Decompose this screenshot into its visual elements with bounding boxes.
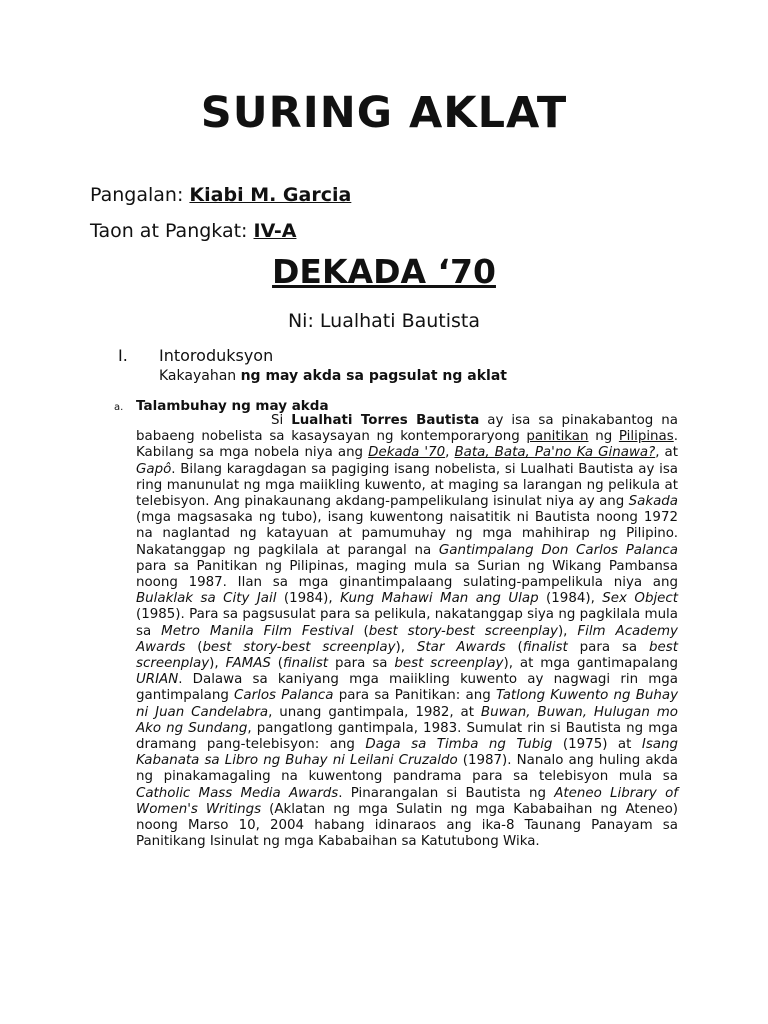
award-title: FAMAS	[225, 656, 271, 672]
name-label: Pangalan:	[90, 184, 190, 206]
biography-paragraph	[136, 413, 678, 850]
bio-text: . Pinarangalan si Bautista ng	[338, 785, 555, 801]
bio-text: (	[353, 623, 369, 639]
institution-title: Ateneo Library of Women's Writings	[136, 785, 678, 817]
section-number: I.	[118, 346, 128, 365]
section-subtitle-plain: Kakayahan	[159, 368, 241, 384]
award-title: URIAN	[136, 672, 179, 688]
bio-text: ),	[395, 639, 417, 655]
year-section-field	[90, 220, 296, 242]
bio-text: , unang gantimpala, 1982, at	[268, 704, 481, 720]
work-title: Buwan, Buwan, Hulugan mo Ako ng Sundang	[136, 704, 678, 736]
work-title: Isang Kabanata sa Libro ng Buhay ni Leilani Cruzaldo	[136, 737, 678, 769]
year-section-label: Taon at Pangkat:	[90, 220, 254, 242]
bio-text: para sa	[567, 639, 650, 655]
link-panitikan[interactable]: panitikan	[526, 429, 589, 445]
bio-text: para sa	[328, 656, 395, 672]
year-section-value: IV-A	[253, 220, 297, 242]
author-fullname: Lualhati Torres Bautista	[291, 413, 480, 428]
bio-text: (Aklatan ng mga Sulatin ng mga Kababaihan ng Ateneo) noong Marso 10, 2004 habang idinaraos ang ika-8 Taunang Panayam sa Panitikang Isinulat ng mga Kababaihan sa Katutubong Wika.	[136, 801, 678, 850]
bio-text: ng	[588, 429, 619, 445]
subsection-letter: a.	[114, 402, 124, 413]
bio-text: (1985). Para sa pagsusulat para sa pelikula, nakatanggap siya ng pagkilala mula sa	[136, 607, 678, 639]
document-title: SURING AKLAT	[200, 88, 568, 138]
bio-text: , at	[655, 445, 679, 461]
bio-text: ,	[445, 445, 455, 461]
award-title: Catholic Mass Media Awards	[136, 785, 339, 801]
bio-text: ), at mga gantimapalang	[503, 656, 678, 672]
work-title: Bulaklak sa City Jail	[136, 591, 277, 607]
bio-text: Si	[271, 413, 292, 428]
award-category: best screenplay	[394, 656, 504, 672]
award-title: Gantimpalang Don Carlos Palanca	[438, 542, 678, 558]
subsection-title: Talambuhay ng may akda	[136, 398, 329, 414]
bio-text: (1975) at	[552, 737, 642, 753]
bio-text: . Dalawa sa kaniyang mga maiikling kuwento ay nagwagi rin mga gantimpalang	[136, 672, 678, 704]
award-category: finalist	[522, 639, 568, 655]
work-title: Kung Mahawi Man ang Ulap	[340, 591, 539, 607]
bio-text: (	[505, 639, 523, 655]
award-title: Carlos Palanca	[234, 688, 334, 704]
bio-text: (	[270, 656, 284, 672]
award-category: best screenplay	[136, 639, 678, 672]
bio-text: (1984),	[276, 591, 341, 607]
bio-text: (	[185, 639, 203, 655]
link-dekada-70[interactable]: Dekada '70	[368, 445, 446, 461]
link-bata-bata[interactable]: Bata, Bata, Pa'no Ka Ginawa?	[454, 445, 656, 461]
award-title: Metro Manila Film Festival	[161, 623, 354, 639]
book-title: DEKADA ‘70	[272, 252, 496, 291]
bio-text: , pangatlong gantimpala, 1983. Sumulat rin si Bautista ng mga dramang pang-telebisyon: ang	[136, 720, 678, 753]
award-title: Star Awards	[416, 639, 506, 655]
bio-text: ),	[557, 623, 578, 639]
bio-text: para sa Panitikan: ang	[333, 688, 496, 704]
work-title: Gapô	[136, 461, 172, 477]
author-line: Ni: Lualhati Bautista	[287, 310, 481, 332]
bio-text: ay isa sa pinakabantog na babaeng nobelista sa kasaysayan ng kontemporaryong	[136, 413, 678, 445]
bio-text: ),	[209, 656, 226, 672]
name-value: Kiabi M. Garcia	[189, 184, 352, 206]
work-title: Sakada	[628, 494, 678, 510]
award-category: best story-best screenplay	[368, 623, 558, 639]
award-category: best story-best screenplay	[202, 639, 396, 655]
section-heading	[118, 346, 273, 365]
section-title: Intoroduksyon	[159, 346, 274, 365]
bio-text: (1987). Nanalo ang huling akda ng pinakamagaling na kuwentong pandrama para sa telebisyon mula sa	[136, 753, 678, 785]
work-title: Daga sa Timba ng Tubig	[365, 737, 553, 753]
name-field	[90, 184, 351, 206]
subsection-heading	[114, 398, 329, 414]
section-subtitle	[159, 368, 507, 384]
award-category: finalist	[283, 656, 329, 672]
bio-text: . Bilang karagdagan sa pagiging isang nobelista, si Lualhati Bautista ay isa ring manunulat ng mga maiikling kuwento, at maging sa larangan ng pelikula at telebisyon. Ang pinakaunang akdang-pampelikulang isinulat niya ay ang	[136, 461, 678, 510]
section-subtitle-bold: ng may akda sa pagsulat ng aklat	[240, 368, 507, 384]
bio-text: para sa Panitikan ng Pilipinas, maging mula sa Surian ng Wikang Pambansa noong 1987. Ilan sa mga ginantimpalaang sulating-pampelikula niya ang	[136, 558, 678, 591]
bio-text: (1984),	[538, 591, 603, 607]
award-title: Film Academy Awards	[136, 623, 678, 655]
link-pilipinas[interactable]: Pilipinas	[618, 429, 674, 445]
bio-text: . Kabilang sa mga nobela niya ang	[136, 429, 678, 461]
bio-text: (mga magsasaka ng tubo), isang kuwentong naisatitik ni Bautista noong 1972 na naglantad ng katayuan at pamumuhay ng mga mahihirap ng Pilipino. Nakatanggap ng pagkilala at parangal na	[136, 510, 678, 558]
work-title: Sex Object	[602, 591, 679, 607]
work-title: Tatlong Kuwento ng Buhay ni Juan Candelabra	[136, 688, 679, 720]
